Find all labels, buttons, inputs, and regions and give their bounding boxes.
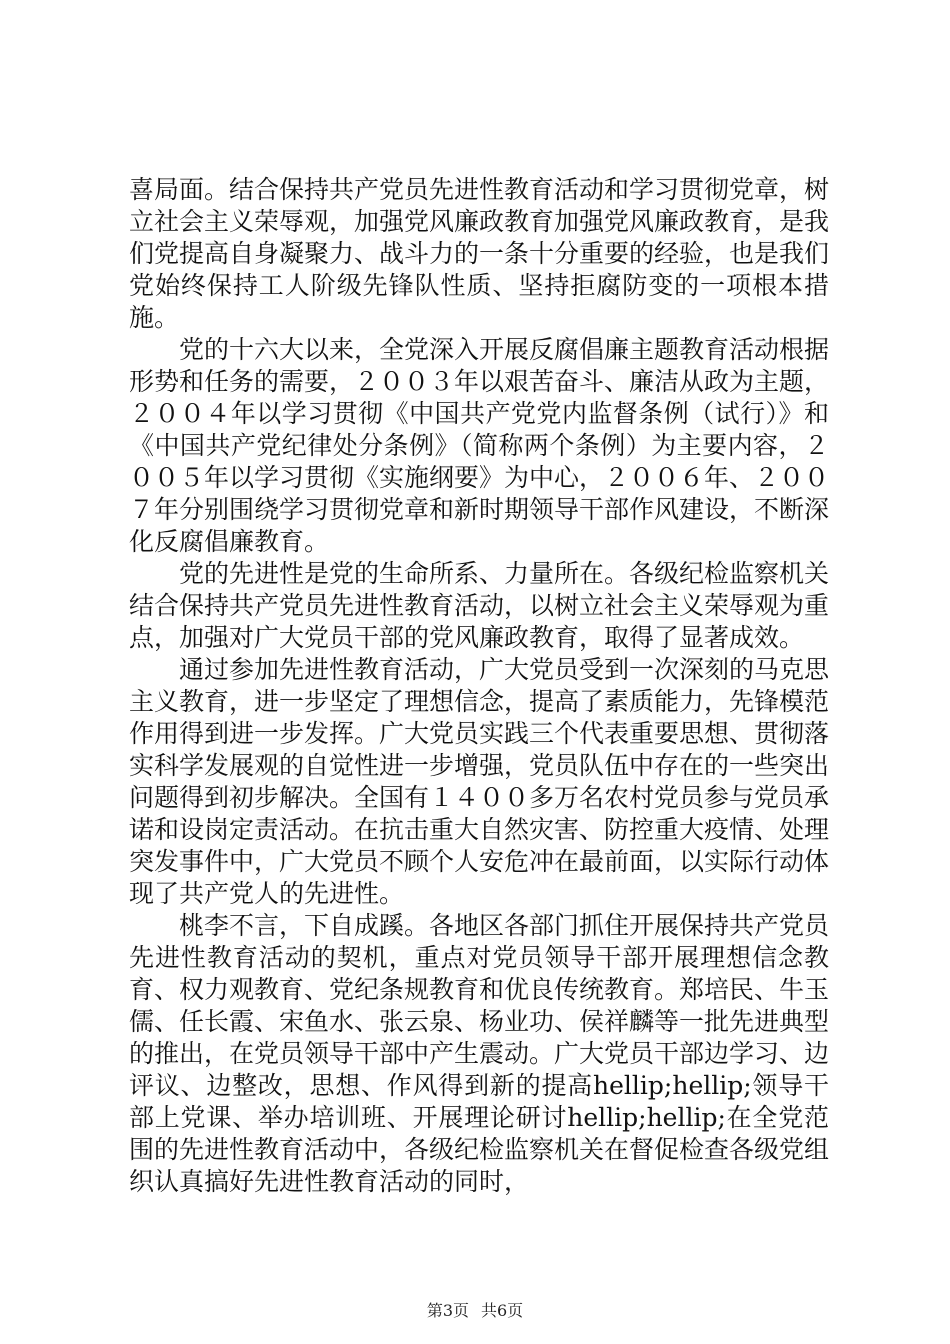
page-number: 第3页 [426,1301,469,1320]
paragraph-1: 喜局面。结合保持共产党员先进性教育活动和学习贯彻党章，树立社会主义荣辱观，加强党风廉政教育加强党风廉政教育，是我们党提高自身凝聚力、战斗力的一条十分重要的经验，也是我们党始终保持工人阶级先锋队性质、坚持拒腐防变的一项根本措施。 [129,175,830,332]
paragraph-2: 党的十六大以来，全党深入开展反腐倡廉主题教育活动根据形势和任务的需要，２００３年以艰苦奋斗、廉洁从政为主题，２００４年以学习贯彻《中国共产党党内监督条例（试行）》和《中国共产党纪律处分条例》（简称两个条例）为主要内容，２００５年以学习贯彻《实施纲要》为中心，２００６年、２００７年分别围绕学习贯彻党章和新时期领导干部作风建设，不断深化反腐倡廉教育。 [129,335,830,556]
document-body [129,174,829,1198]
page-total: 共6页 [481,1301,524,1320]
paragraph-3: 党的先进性是党的生命所系、力量所在。各级纪检监察机关结合保持共产党员先进性教育活动，以树立社会主义荣辱观为重点，加强对广大党员干部的党风廉政教育，取得了显著成效。 [129,559,830,652]
page-footer [0,1301,950,1321]
paragraph-4: 通过参加先进性教育活动，广大党员受到一次深刻的马克思主义教育，进一步坚定了理想信念，提高了素质能力，先锋模范作用得到进一步发挥。广大党员实践三个代表重要思想、贯彻落实科学发展观的自觉性进一步增强，党员队伍中存在的一些突出问题得到初步解决。全国有１４００多万名农村党员参与党员承诺和设岗定责活动。在抗击重大自然灾害、防控重大疫情、处理突发事件中，广大党员不顾个人安危冲在最前面，以实际行动体现了共产党人的先进性。 [129,655,830,908]
paragraph-5: 桃李不言，下自成蹊。各地区各部门抓住开展保持共产党员先进性教育活动的契机，重点对党员领导干部开展理想信念教育、权力观教育、党纪条规教育和优良传统教育。郑培民、牛玉儒、任长霞、宋鱼水、张云泉、杨业功、侯祥麟等一批先进典型的推出，在党员领导干部中产生震动。广大党员干部边学习、边评议、边整改，思想、作风得到新的提高hellip;hellip;领导干部上党课、举办培训班、开展理论研讨hellip;hellip;在全党范围的先进性教育活动中，各级纪检监察机关在督促检查各级党组织认真搞好先进性教育活动的同时， [129,911,830,1196]
